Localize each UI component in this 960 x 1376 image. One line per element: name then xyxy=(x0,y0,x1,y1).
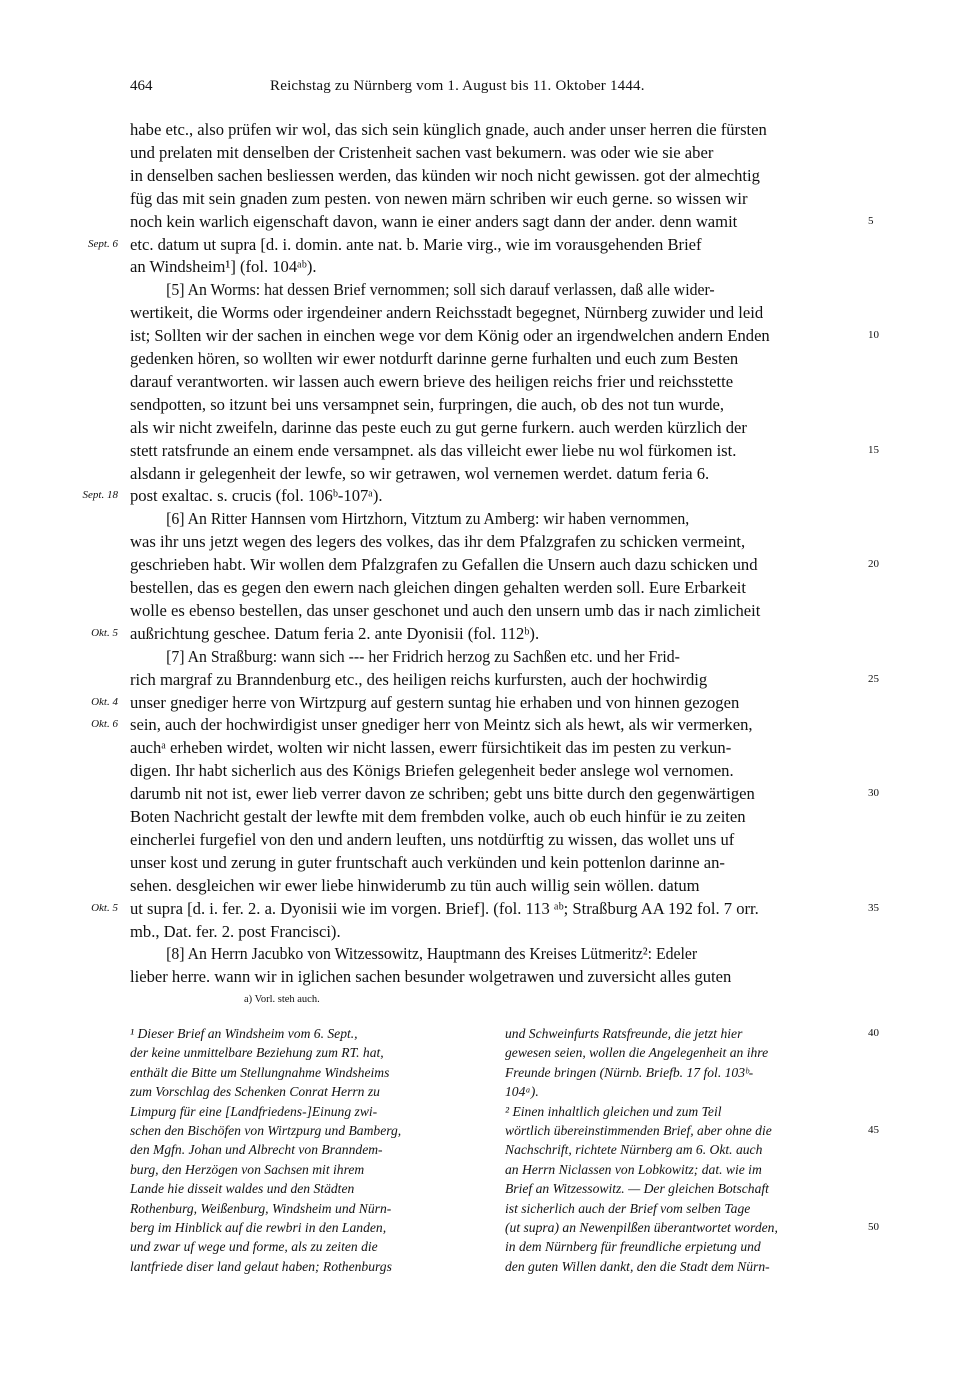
text-line: unser gnediger herre von Wirtzpurg auf gestern suntag hie erhaben und von hinnen gezogen xyxy=(130,692,740,712)
text-line: habe etc., also prüfen wir wol, das sich sein künglich gnade, auch ander unser herren die fürsten xyxy=(130,120,767,139)
text-line: post exaltac. s. crucis (fol. 106ᵇ-107ᵃ). xyxy=(130,486,383,506)
footnote-line: den Mgfn. Johan und Albrecht von Branndem- xyxy=(130,1142,383,1158)
running-title: Reichstag zu Nürnberg vom 1. August bis 11. Oktober 1444. xyxy=(270,78,645,94)
text-line: wolle es ebenso bestellen, das unser geschonet und auch den unsern umb das ir nach zimlicheit xyxy=(130,600,761,620)
page-number: 464 xyxy=(130,78,153,94)
footnote-line: zum Vorschlag des Schenken Conrat Herrn zu xyxy=(130,1084,380,1100)
footnote-line: der keine unmittelbare Beziehung zum RT. hat, xyxy=(130,1045,384,1061)
margin-date: Sept. 18 xyxy=(82,489,118,502)
page-header xyxy=(130,78,860,100)
footnote-line: Limpurg für eine [Landfriedens-]Einung zwi- xyxy=(130,1103,378,1119)
text-line: [6] An Ritter Hannsen vom Hirtzhorn, Vitztum zu Amberg: wir haben vernommen, xyxy=(166,509,690,529)
line-number: 25 xyxy=(868,672,879,685)
text-line: noch kein warlich eigenschaft davon, wann ie einer anders sagt dann der ander. denn wamit xyxy=(130,211,738,231)
text-line: mb., Dat. fer. 2. post Francisci). xyxy=(130,921,341,941)
footnote-line: schen den Bischöfen von Wirtzpurg und Bamberg, xyxy=(130,1122,402,1138)
margin-date: Okt. 4 xyxy=(91,695,118,708)
text-line: eincherlei furgefiel von den und andern leuften, uns notdürftig zu wissen, das wollet uns uf xyxy=(130,829,735,849)
text-line: als wir nicht zweifeln, darinne das peste euch zu gut gerne furkern. auch werden kürzlich der xyxy=(130,417,747,437)
text-line: sein, auch der hochwirdigist unser gnediger herr von Meintz sich als hewt, als wir vermerken, xyxy=(130,715,753,735)
footnote-line: lantfriede diser land gelaut haben; Rothenburgs xyxy=(130,1258,392,1274)
margin-date: Okt. 5 xyxy=(91,901,118,914)
footnote-line: ist sicherlich auch der Brief vom selben Tage xyxy=(505,1200,751,1216)
text-line: bestellen, das es gegen den ewern nach gleichen dingen gehalten werden soll. Eure Erbarkeit xyxy=(130,578,747,597)
line-number: 20 xyxy=(868,558,879,571)
footnotes-right-column xyxy=(505,1024,863,1276)
text-line: was ihr uns jetzt wegen des legers des volkes, das ihr dem Pfalzgrafen zu schicken vermeint, xyxy=(130,532,746,552)
text-line: digen. Ihr habt sicherlich aus des Königs Briefen gelegenheit beder anslege wol vernomen. xyxy=(130,761,734,781)
footnote-line: an Herrn Niclassen von Lobkowitz; dat. wie im xyxy=(505,1161,762,1177)
footnote-line: Freunde bringen (Nürnb. Briefb. 17 fol. 103ᵇ- xyxy=(505,1064,754,1080)
footnote-line-number: 40 xyxy=(868,1027,879,1039)
line-number: 10 xyxy=(868,329,879,342)
footnote-line: berg im Hinblick auf die rewbri in den Landen, xyxy=(130,1219,387,1235)
footnote-line: ¹ Dieser Brief an Windsheim vom 6. Sept., xyxy=(130,1026,358,1041)
text-line: und prelaten mit denselben der Cristenheit sachen vast bekumern. was oder wie sie aber xyxy=(130,142,714,162)
text-line: unser kost und zerung in guter fruntschaft auch verkünden und kein pottenlon darinne an- xyxy=(130,852,725,872)
text-line: füg das mit sein gnaden zum pesten. von newen märn schriben wir euch gerne. so wissen wir xyxy=(130,188,748,208)
text-line: [7] An Straßburg: wann sich --- her Fridrich herzog zu Sachßen etc. und her Frid- xyxy=(166,646,680,666)
line-number: 35 xyxy=(868,901,879,914)
text-line: auchᵃ erheben wirdet, wolten wir nicht lassen, ewerr fürsichtikeit das im pesten zu verkun- xyxy=(130,738,732,758)
footnote-line: wörtlich übereinstimmenden Brief, aber ohne die xyxy=(505,1122,772,1138)
text-line: sehen. desgleichen wir ewer liebe hinwiderumb zu tün auch willig sein wöllen. datum xyxy=(130,875,700,895)
line-number: 15 xyxy=(868,443,879,456)
footnote-line-number: 50 xyxy=(868,1221,879,1233)
footnote-line: in dem Nürnberg für freundliche erpietung und xyxy=(505,1239,761,1255)
footnote-line: burg, den Herzögen von Sachsen mit ihrem xyxy=(130,1161,365,1177)
text-line: rich margraf zu Branndenburg etc., des heiligen reichs kurfursten, auch der hochwirdig xyxy=(130,669,708,689)
line-number: 30 xyxy=(868,787,879,800)
margin-date: Okt. 5 xyxy=(91,626,118,639)
text-line: sendpotten, so itzunt bei uns versampnet sein, furpringen, die auch, ob des not tun wurde, xyxy=(130,394,725,414)
footnote-line: gewesen seien, wollen die Angelegenheit an ihre xyxy=(505,1045,769,1061)
footnote-line: Nachschrift, richtete Nürnberg am 6. Okt. auch xyxy=(505,1142,763,1158)
footnote-line: Lande hie disseit waldes und den Städten xyxy=(130,1181,355,1197)
footnotes-left-column xyxy=(130,1024,488,1276)
footnote-line-number: 45 xyxy=(868,1124,879,1136)
footnote-line: ² Einen inhaltlich gleichen und zum Teil xyxy=(505,1103,722,1119)
text-line: gedenken hören, so wollten wir ewer notdurft darinne gerne furhalten und euch zum Besten xyxy=(130,349,739,368)
footnote-line: Rothenburg, Weißenburg, Windsheim und Nürn- xyxy=(130,1200,392,1216)
text-line: stett ratsfrunde an einem ende versampnet. als das villeicht ewer liebe nu wol fürkomen ist. xyxy=(130,440,737,460)
footnote-line: den guten Willen dankt, den die Stadt dem Nürn- xyxy=(505,1258,770,1274)
text-line: etc. datum ut supra [d. i. domin. ante nat. b. Marie virg., wie im vorausgehenden Brief xyxy=(130,234,702,254)
footnote-line: enthält die Bitte um Stellungnahme Windsheims xyxy=(130,1064,390,1080)
footnote-line: 104ᵃ). xyxy=(505,1084,539,1100)
text-line: alsdann ir gelegenheit der lewfe, so wir getrawen, wol vernemen werdet. datum feria 6. xyxy=(130,463,710,483)
text-line: in denselben sachen besliessen werden, das künden wir noch nicht gewissen. got der almechtig xyxy=(130,165,760,185)
text-line: ist; Sollten wir der sachen in einchen wege vor dem König oder an irgendwelchen andern Enden xyxy=(130,326,770,346)
apparatus-note: a) Vorl. steh auch. xyxy=(244,994,320,1005)
text-line: an Windsheim¹] (fol. 104ᵃᵇ). xyxy=(130,257,317,277)
line-number: 5 xyxy=(868,214,874,227)
text-line: [5] An Worms: hat dessen Brief vernommen; soll sich darauf verlassen, daß alle wider- xyxy=(166,280,715,300)
footnote-line: Brief an Witzessowitz. — Der gleichen Botschaft xyxy=(505,1181,769,1197)
text-line: [8] An Herrn Jacubko von Witzessowitz, Hauptmann des Kreises Lütmeritz²: Edeler xyxy=(166,944,698,964)
margin-date: Sept. 6 xyxy=(88,237,118,250)
footnote-line: und zwar uf wege und forme, als zu zeiten die xyxy=(130,1239,378,1255)
text-line: ut supra [d. i. fer. 2. a. Dyonisii wie im vorgen. Brief]. (fol. 113 ᵃᵇ; Straßburg AA 192 fol. 7 orr. xyxy=(130,898,759,918)
footnote-line: und Schweinfurts Ratsfreunde, die jetzt hier xyxy=(505,1026,743,1041)
footnote-line: (ut supra) an Newenpilßen überantwortet worden, xyxy=(505,1219,778,1235)
text-line: darauf verantworten. wir lassen auch ewern brieve des heiligen reichs frier und reichsstette xyxy=(130,371,734,391)
text-line: außrichtung geschee. Datum feria 2. ante Dyonisii (fol. 112ᵇ). xyxy=(130,623,540,643)
margin-date: Okt. 6 xyxy=(91,718,118,731)
text-line: Boten Nachricht gestalt der lewfte mit dem frembden volke, auch ob euch hinfür ie zu zeiten xyxy=(130,807,746,826)
text-line: lieber herre. wann wir in iglichen sachen besunder wolgetrawen und zuversicht alles guten xyxy=(130,967,732,987)
text-line: geschrieben habt. Wir wollen dem Pfalzgrafen zu Gefallen die Unsern auch dazu schicken und xyxy=(130,555,758,575)
text-line: wertikeit, die Worms oder irgendeiner andern Reichsstadt begegnet, Nürnberg zuwider und leid xyxy=(130,303,764,323)
text-line: darumb nit not ist, ewer lieb verrer davon ze schriben; gebt uns bitte durch den gegenwärtigen xyxy=(130,784,755,804)
